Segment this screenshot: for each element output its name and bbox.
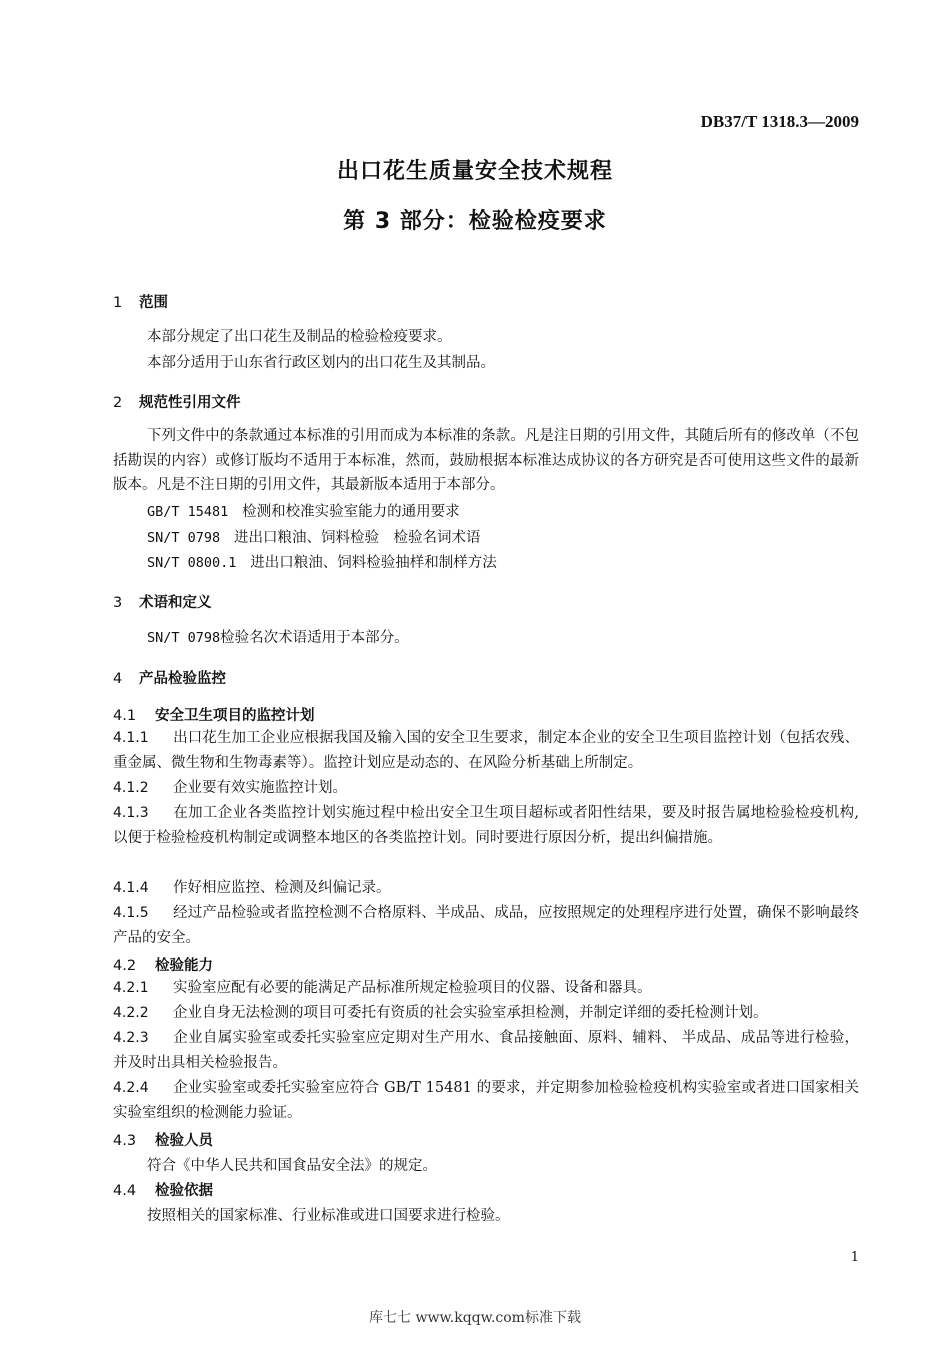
section-title: 检验能力	[155, 958, 213, 974]
clause-number: 4.2.3	[113, 1030, 149, 1046]
clause-number: 4.1.4	[113, 880, 149, 896]
reference-code: SN/T 0800.1	[147, 555, 237, 571]
reference-title: 检测和校准实验室能力的通用要求	[242, 504, 460, 520]
clause-number: 4.2.2	[113, 1005, 149, 1021]
reference-code: GB/T 15481	[147, 504, 229, 520]
reference-code: SN/T 0798	[147, 530, 221, 546]
section-number: 3	[113, 595, 123, 611]
section-number: 4.2	[113, 958, 137, 974]
clause-text: 实验室应配有必要的能满足产品标准所规定检验项目的仪器、设备和器具。	[173, 980, 652, 996]
section-number: 2	[113, 395, 123, 411]
clause-text: 作好相应监控、检测及纠偏记录。	[173, 880, 391, 896]
section-title: 产品检验监控	[139, 671, 226, 687]
clause-text: 企业自身无法检测的项目可委托有资质的社会实验室承担检测，并制定详细的委托检测计划。	[173, 1005, 768, 1021]
reference-title: 进出口粮油、饲料检验抽样和制样方法	[250, 555, 497, 571]
reference-title: 进出口粮油、饲料检验 检验名词术语	[233, 530, 481, 546]
paragraph: 按照相关的国家标准、行业标准或进口国要求进行检验。	[147, 1208, 510, 1224]
section-title: 范围	[139, 295, 168, 311]
clause-text: 在加工企业各类监控计划实施过程中检出安全卫生项目超标或者阳性结果，要及时报告属地检验检疫机构, 以便于检验检疫机构制定或调整本地区的各类监控计划。同时要进行原因分析，提出纠偏措施。	[113, 805, 859, 846]
clause	[113, 976, 859, 1001]
section-title: 术语和定义	[139, 595, 212, 611]
clause	[113, 801, 859, 850]
clause-number: 4.2.4	[113, 1080, 149, 1096]
section-3-heading	[113, 591, 212, 612]
clause-number: 4.1.5	[113, 905, 149, 921]
section-title: 检验依据	[155, 1183, 213, 1199]
section-number: 4.4	[113, 1183, 137, 1199]
section-number: 4.1	[113, 708, 137, 724]
paragraph	[147, 626, 409, 647]
paragraph: 符合《中华人民共和国食品安全法》的规定。	[147, 1158, 437, 1174]
page-number: 1	[850, 1250, 859, 1265]
clause-text: 出口花生加工企业应根据我国及输入国的安全卫生要求，制定本企业的安全卫生项目监控计划（包括农残、重金属、微生物和生物毒素等）。监控计划应是动态的、在风险分析基础上所制定。	[113, 730, 859, 771]
section-2-heading	[113, 391, 241, 412]
reference-item	[147, 526, 480, 547]
clause	[113, 1001, 859, 1026]
section-title: 检验人员	[155, 1133, 213, 1149]
clause	[113, 1026, 859, 1075]
subsection-heading	[113, 1129, 213, 1150]
paragraph-text: 检验名次术语适用于本部分。	[220, 630, 409, 646]
clause-text: 企业要有效实施监控计划。	[173, 780, 347, 796]
subsection-heading	[113, 704, 315, 725]
clause-number: 4.2.1	[113, 980, 149, 996]
paragraph: 下列文件中的条款通过本标准的引用而成为本标准的条款。凡是注日期的引用文件，其随后所有的修改单（不包括勘误的内容）或修订版均不适用于本标准，然而，鼓励根据本标准达成协议的各方研究是否可使用这些文件的最新版本。凡是不注日期的引用文件，其最新版本适用于本部分。	[113, 428, 859, 493]
clause	[113, 726, 859, 775]
clause-text: 企业实验室或委托实验室应符合 GB/T 15481 的要求，并定期参加检验检疫机构实验室或者进口国家相关实验室组织的检测能力验证。	[113, 1080, 859, 1121]
section-title: 规范性引用文件	[139, 395, 241, 411]
section-4-heading	[113, 667, 226, 688]
document-subtitle: 第 3 部分：检验检疫要求	[343, 209, 607, 234]
reference-item	[147, 551, 497, 572]
subsection-heading	[113, 1179, 213, 1200]
subsection-heading	[113, 954, 213, 975]
section-number: 1	[113, 295, 123, 311]
standard-number: DB37/T 1318.3—2009	[700, 112, 859, 131]
paragraph: 本部分规定了出口花生及制品的检验检疫要求。	[147, 329, 452, 345]
clause	[113, 876, 859, 901]
reference-item	[147, 500, 460, 521]
clause	[113, 776, 859, 801]
paragraph: 本部分适用于山东省行政区划内的出口花生及其制品。	[147, 355, 495, 371]
section-number: 4	[113, 671, 123, 687]
clause-number: 4.1.2	[113, 780, 149, 796]
clause-number: 4.1.3	[113, 805, 149, 821]
clause	[113, 901, 859, 950]
section-number: 4.3	[113, 1133, 137, 1149]
section-1-heading	[113, 291, 168, 312]
clause	[113, 1076, 859, 1125]
section-title: 安全卫生项目的监控计划	[155, 708, 315, 724]
document-title: 出口花生质量安全技术规程	[336, 159, 613, 184]
reference-code: SN/T 0798	[147, 630, 221, 646]
clause-text: 经过产品检验或者监控检测不合格原料、半成品、成品，应按照规定的处理程序进行处置，确保不影响最终产品的安全。	[113, 905, 859, 946]
footer-watermark: 库七七 www.kqqw.com标准下载	[369, 1310, 581, 1326]
clause-text: 企业自属实验室或委托实验室应定期对生产用水、食品接触面、原料、辅料、 半成品、成品等进行检验，并及时出具相关检验报告。	[113, 1030, 859, 1071]
clause-number: 4.1.1	[113, 730, 149, 746]
